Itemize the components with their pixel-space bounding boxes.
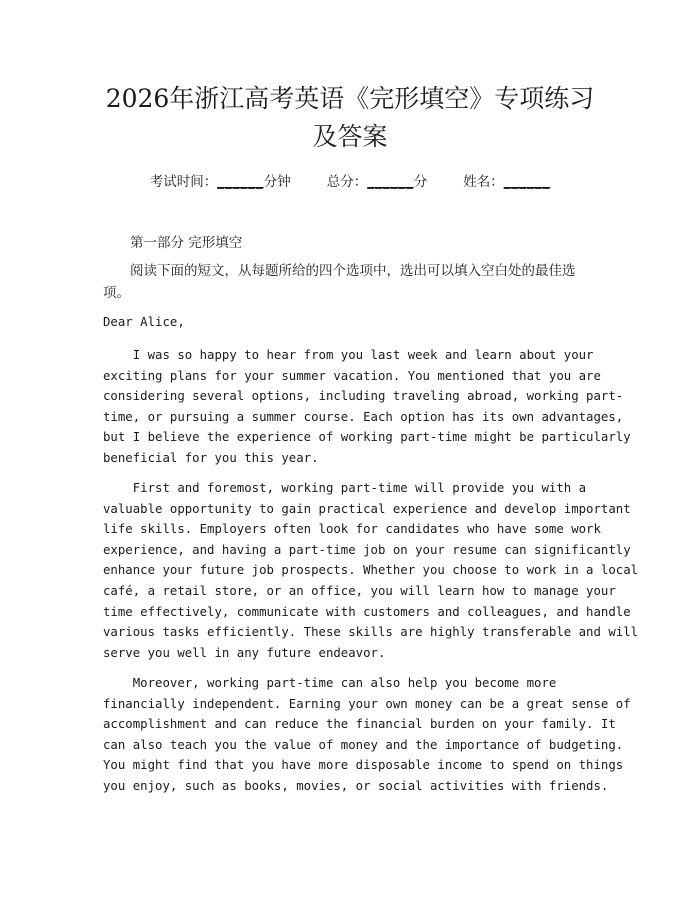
total-score-unit: 分 (413, 174, 428, 190)
exam-time-label: 考试时间： (149, 174, 218, 190)
exam-info (0, 170, 700, 190)
section-heading: 第一部分 完形填空 (130, 235, 243, 251)
title-line-1: 2026年浙江高考英语《完形填空》专项练习 (105, 84, 595, 113)
student-name (463, 170, 550, 190)
letter-salutation: Dear Alice, (103, 315, 185, 329)
student-name-label: 姓名： (463, 174, 504, 190)
letter-paragraph-3: Moreover, working part-time can also help you become more financially independent. Earning your own money can be a great sense of accomplishment and can reduce the financial burden on your family. It can also teach you the value of money and the importance of budgeting. You might find that you have more disposable income to spend on things you enjoy, such as books, movies, or social activities with friends. (103, 676, 631, 793)
student-name-blank: ______ (503, 174, 551, 190)
total-score-blank: ______ (367, 174, 414, 190)
exam-time (150, 170, 291, 190)
exam-time-unit: 分钟 (263, 174, 291, 190)
total-score (327, 170, 428, 190)
exam-time-blank: ______ (217, 174, 264, 190)
page-title (60, 80, 640, 156)
total-score-label: 总分： (326, 174, 368, 190)
title-line-2: 及答案 (312, 122, 388, 151)
instruction-text: 阅读下面的短文，从每题所给的四个选项中，选出可以填入空白处的最佳选项。 (103, 263, 576, 301)
letter-paragraph-1: I was so happy to hear from you last week and learn about your exciting plans for your summer vacation. You mentioned that you are considering several options, including traveling abroad, working part- time, or pursuing a summer course. Each option has its own advantages, but I believe the experience of working part-time might be particularly beneficial for you this year. (103, 348, 631, 465)
letter-paragraph-2: First and foremost, working part-time will provide you with a valuable opportunity to gain practical experience and develop important life skills. Employers often look for candidates who have some work experience, and having a part-time job on your resume can significantly enhance your future job prospects. Whether you choose to work in a local café, a retail store, or an office, you will learn how to manage your time effectively, communicate with customers and colleagues, and handle various tasks efficiently. These skills are highly transferable and will serve you well in any future endeavor. (103, 481, 639, 660)
